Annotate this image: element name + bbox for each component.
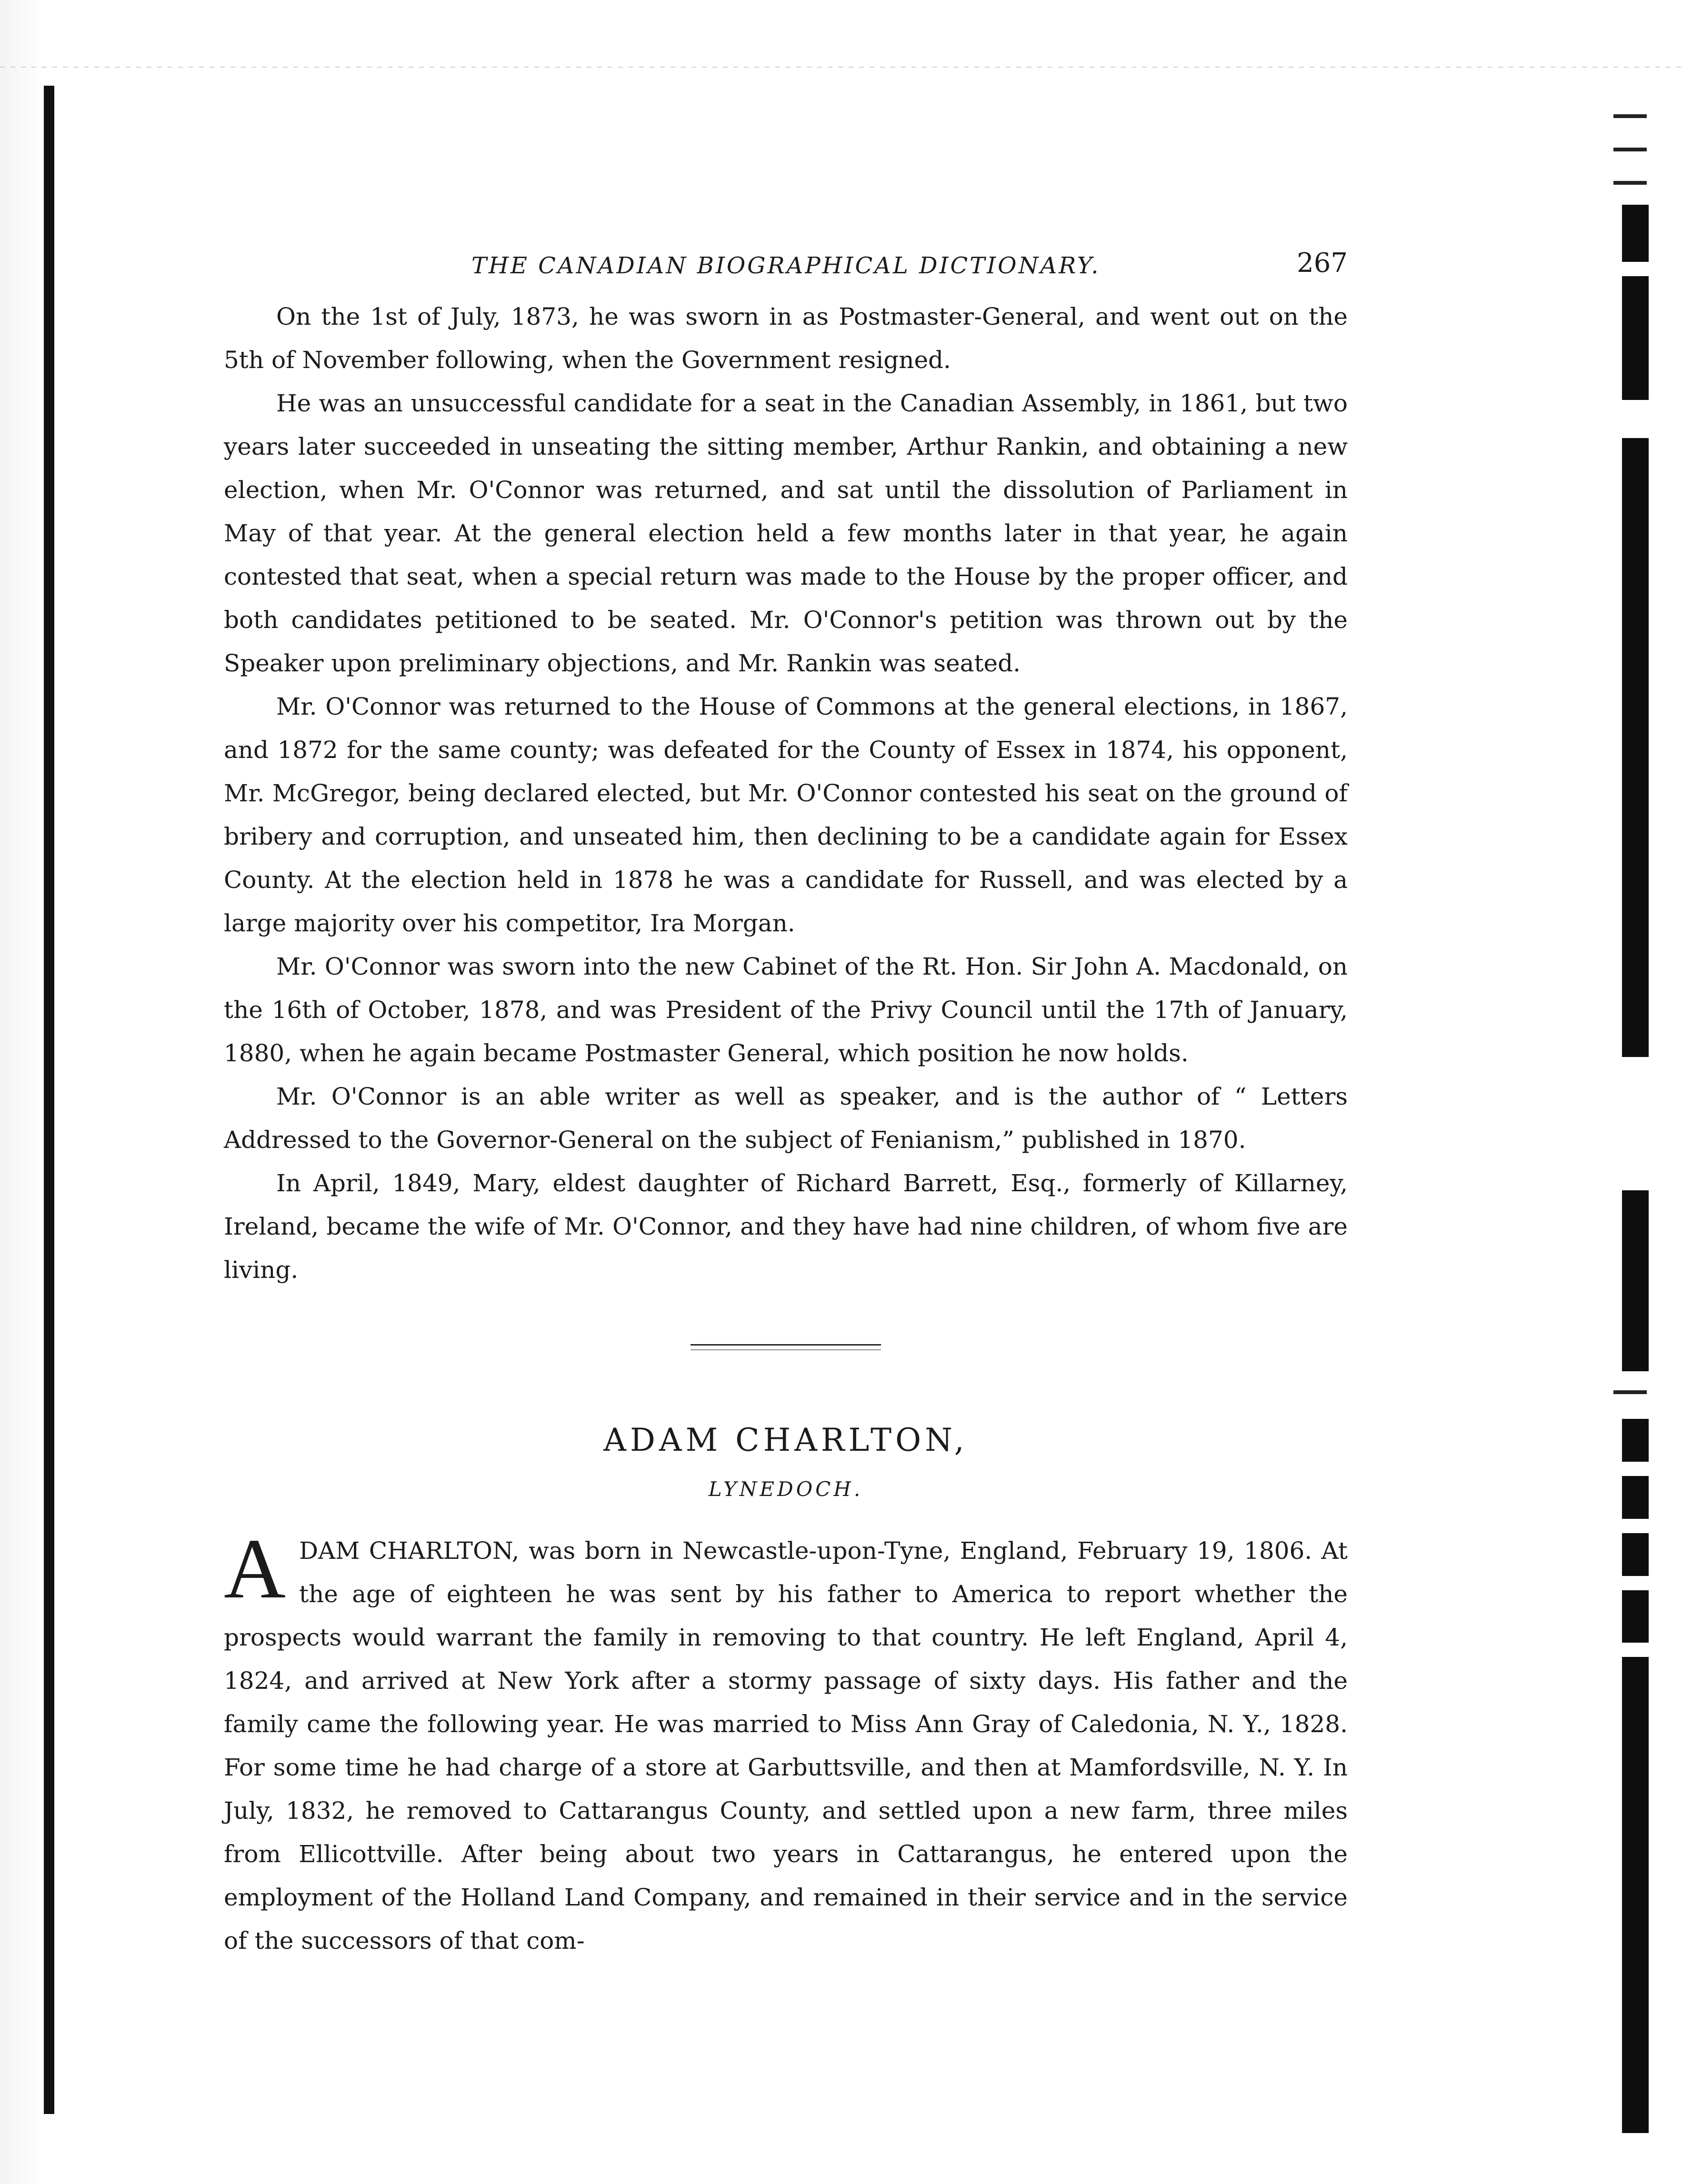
entry-place: LYNEDOCH.: [708, 1477, 863, 1501]
scan-top-artifact: [0, 67, 1682, 68]
page-body: [224, 248, 1348, 1963]
paragraph: In April, 1849, Mary, eldest daughter of Richard Barrett, Esq., formerly of Killarney, Ireland, became the wife of Mr. O'Connor, and they have had nine children, of whom five are living.: [224, 1169, 1348, 1284]
section-divider-thin: [691, 1349, 881, 1350]
paragraph: Mr. O'Connor was sworn into the new Cabinet of the Rt. Hon. Sir John A. Macdonald, on the 16th of October, 1878, and was President of the Privy Council until the 17th of January, 1880, when he again became Postmaster General, which position he now holds.: [224, 953, 1348, 1067]
running-title: THE CANADIAN BIOGRAPHICAL DICTIONARY.: [471, 252, 1101, 279]
paragraph: On the 1st of July, 1873, he was sworn in as Postmaster-General, and went out on the 5th of November following, when the Government resigned.: [224, 303, 1348, 374]
scan-left-margin: [0, 0, 44, 2184]
running-head: [224, 248, 1348, 295]
binding-edge: [44, 86, 54, 2114]
scan-right-edge: [1622, 95, 1649, 2133]
paragraph: He was an unsuccessful candidate for a seat in the Canadian Assembly, in 1861, but two years later succeeded in unseating the sitting member, Arthur Rankin, and obtaining a new election, when Mr. O'Connor was returned, and sat until the dissolution of Parliament in May of that year. At the general election held a few months later in that year, he again contested that seat, when a special return was made to the House by the proper officer, and both candidates petitioned to be seated. Mr. O'Connor's petition was thrown out by the Speaker upon preliminary objections, and Mr. Rankin was seated.: [224, 389, 1348, 677]
page-number: 267: [1297, 248, 1348, 279]
entry-heading: ADAM CHARLTON,: [603, 1422, 968, 1458]
paragraph: Mr. O'Connor is an able writer as well as speaker, and is the author of “ Letters Addressed to the Governor-General on the subject of Fenianism,” published in 1870.: [224, 1083, 1348, 1154]
entry-text: DAM CHARLTON, was born in Newcastle-upon-Tyne, England, February 19, 1806. At the age of eighteen he was sent by his father to America to report whether the prospects would warrant the family in removing to that country. He left England, April 4, 1824, and arrived at New York after a stormy passage of sixty days. His father and the family came the following year. He was married to Miss Ann Gray of Caledonia, N. Y., 1828. For some time he had charge of a store at Garbuttsville, and then at Mamfordsville, N. Y. In July, 1832, he removed to Cattarangus County, and settled upon a new farm, three miles from Ellicottville. After being about two years in Cattarangus, he entered upon the employment of the Holland Land Company, and remained in their service and in the service of the successors of that com-: [224, 1537, 1348, 1955]
paragraph: Mr. O'Connor was returned to the House of Commons at the general elections, in 1867, and 1872 for the same county; was defeated for the County of Essex in 1874, his opponent, Mr. McGregor, being declared elected, but Mr. O'Connor contested his seat on the ground of bribery and corruption, and unseated him, then declining to be a candidate again for Essex County. At the election held in 1878 he was a candidate for Russell, and was elected by a large majority over his competitor, Ira Morgan.: [224, 693, 1348, 937]
oconnor-biography-continuation: [224, 295, 1348, 1292]
charlton-biography: [224, 1521, 1348, 1963]
drop-cap: A: [224, 1521, 286, 1616]
section-divider: [691, 1344, 881, 1346]
